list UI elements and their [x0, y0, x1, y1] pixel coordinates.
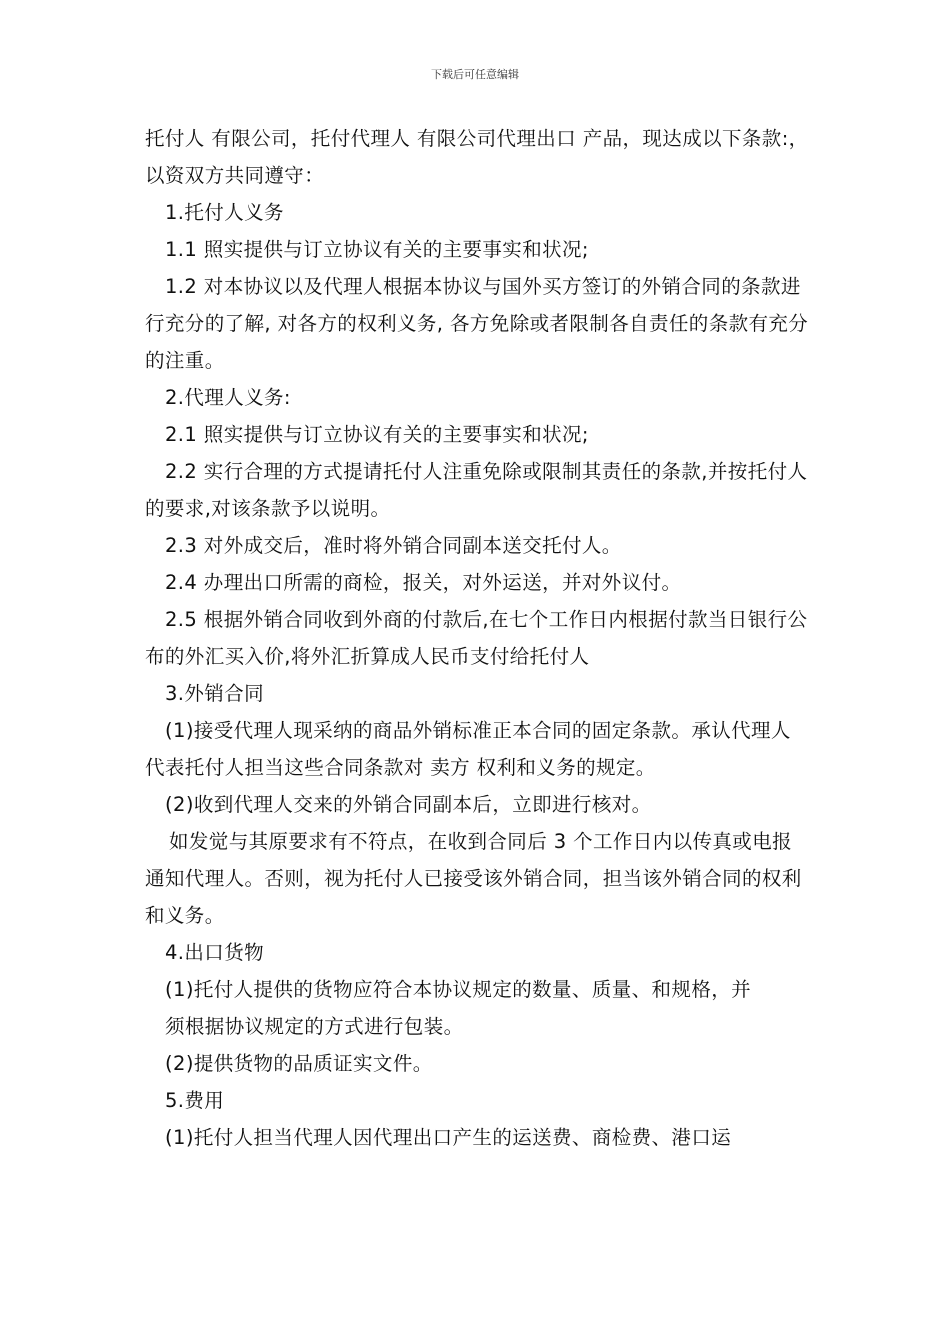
intro-paragraph: 托付人 有限公司，托付代理人 有限公司代理出口 产品，现达成以下条款:，以资双方共同遵守：	[145, 127, 809, 187]
clause-4-1-continuation: 须根据协议规定的方式进行包装。	[165, 1015, 464, 1038]
clause-5-1: (1)托付人担当代理人因代理出口产生的运送费、商检费、港口运	[165, 1126, 732, 1149]
section-2-title: 2.代理人义务:	[165, 386, 291, 409]
clause-2-4: 2.4 办理出口所需的商检，报关，对外运送，并对外议付。	[165, 571, 682, 594]
clause-1-2: 1.2 对本协议以及代理人根据本协议与国外买方签订的外销合同的条款进行充分的了解, 对各方的权利义务, 各方免除或者限制各自责任的条款有充分的注重。	[145, 275, 809, 372]
clause-3-3: 如发觉与其原要求有不符点，在收到合同后 3 个工作日内以传真或电报通知代理人。否则，视为托付人已接受该外销合同，担当该外销合同的权利和义务。	[145, 830, 802, 927]
clause-4-2: (2)提供货物的品质证实文件。	[165, 1052, 433, 1075]
page-header: 下载后可任意编辑	[431, 68, 519, 81]
clause-4-1: (1)托付人提供的货物应符合本协议规定的数量、质量、和规格，并	[165, 978, 752, 1001]
clause-2-5: 2.5 根据外销合同收到外商的付款后,在七个工作日内根据付款当日银行公布的外汇买入价,将外汇折算成人民币支付给托付人	[145, 608, 808, 668]
clause-2-3: 2.3 对外成交后，准时将外销合同副本送交托付人。	[165, 534, 622, 557]
document-body	[145, 120, 810, 1156]
section-1-title: 1.托付人义务	[165, 201, 284, 224]
clause-3-2: (2)收到代理人交来的外销合同副本后，立即进行核对。	[165, 793, 652, 816]
clause-2-2: 2.2 实行合理的方式提请托付人注重免除或限制其责任的条款,并按托付人的要求,对该条款予以说明。	[145, 460, 808, 520]
clause-2-1: 2.1 照实提供与订立协议有关的主要事实和状况;	[165, 423, 589, 446]
clause-3-1: (1)接受代理人现采纳的商品外销标准正本合同的固定条款。承认代理人代表托付人担当这些合同条款对 卖方 权利和义务的规定。	[145, 719, 791, 779]
section-3-title: 3.外销合同	[165, 682, 265, 705]
section-4-title: 4.出口货物	[165, 941, 265, 964]
section-5-title: 5.费用	[165, 1089, 225, 1112]
clause-1-1: 1.1 照实提供与订立协议有关的主要事实和状况;	[165, 238, 589, 261]
